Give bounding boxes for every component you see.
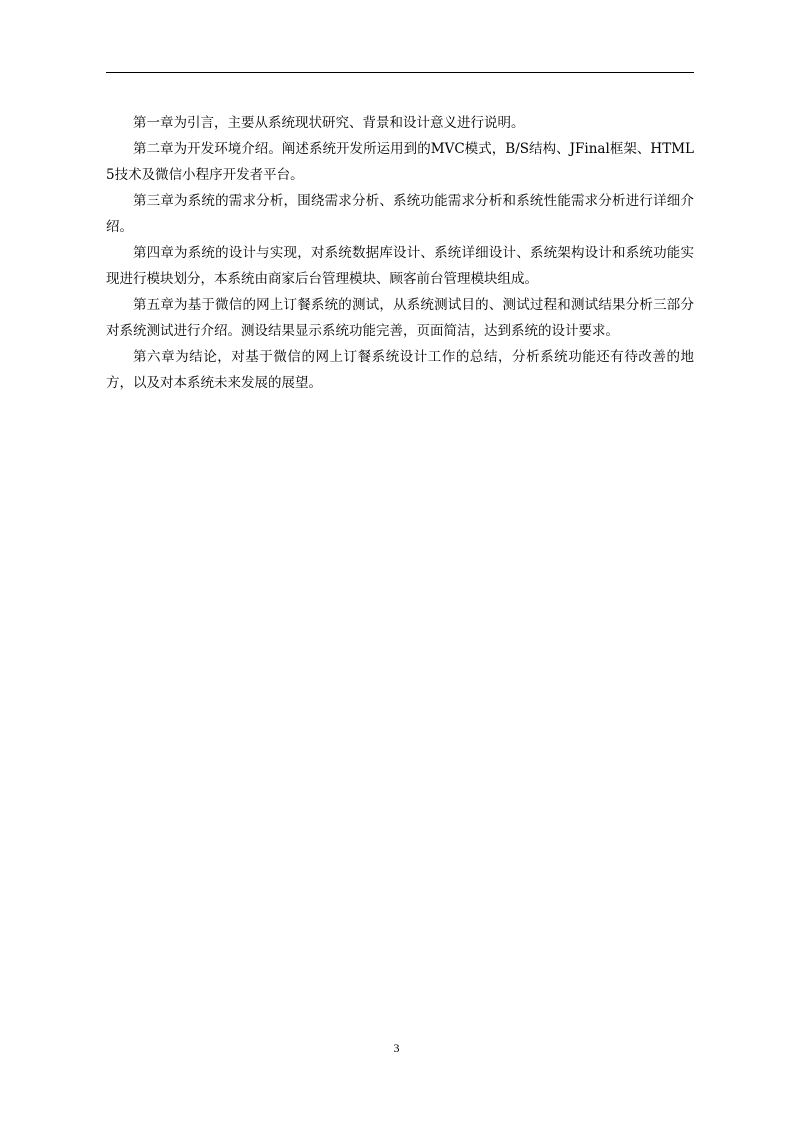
- paragraph-chapter-3: 第三章为系统的需求分析，围绕需求分析、系统功能需求分析和系统性能需求分析进行详细介绍。: [106, 193, 694, 235]
- header-rule: [106, 72, 694, 73]
- paragraph-chapter-4: 第四章为系统的设计与实现，对系统数据库设计、系统详细设计、系统架构设计和系统功能实现进行模块划分，本系统由商家后台管理模块、顾客前台管理模块组成。: [106, 245, 694, 287]
- paragraph-chapter-1: 第一章为引言，主要从系统现状研究、背景和设计意义进行说明。: [133, 115, 525, 131]
- paragraph-chapter-5: 第五章为基于微信的网上订餐系统的测试，从系统测试目的、测试过程和测试结果分析三部分对系统测试进行介绍。测设结果显示系统功能完善，页面简洁，达到系统的设计要求。: [106, 297, 694, 339]
- paragraph-chapter-6: 第六章为结论，对基于微信的网上订餐系统设计工作的总结，分析系统功能还有待改善的地方，以及对本系统未来发展的展望。: [106, 349, 694, 391]
- paragraph-chapter-2: 第二章为开发环境介绍。阐述系统开发所运用到的MVC模式，B/S结构、JFinal框架、HTML5技术及微信小程序开发者平台。: [106, 141, 694, 183]
- page-number: 3: [393, 1041, 400, 1055]
- body-text: [106, 110, 694, 396]
